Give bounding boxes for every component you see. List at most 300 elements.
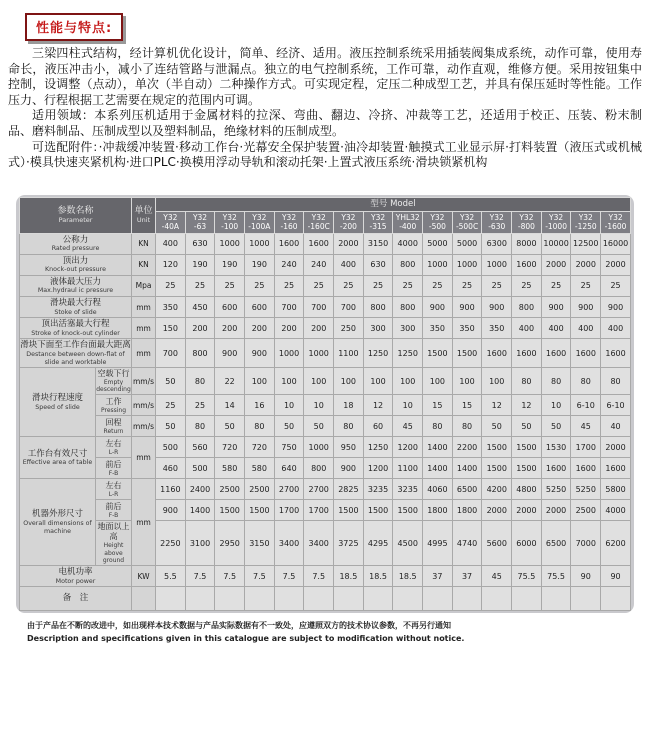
value-cell: 50 bbox=[541, 416, 571, 437]
value-cell: 1600 bbox=[274, 233, 304, 254]
label-cn: 滑块行程速度 bbox=[31, 393, 83, 404]
value-cell: 6500 bbox=[452, 479, 482, 500]
unit-header-cell bbox=[132, 197, 156, 233]
model-header bbox=[304, 211, 334, 233]
label-cn: 回程 bbox=[105, 417, 122, 427]
model-line2: -160C bbox=[307, 222, 330, 232]
label-cn: 左右 bbox=[105, 480, 122, 490]
value-cell: 1800 bbox=[423, 500, 453, 521]
value-cell: 630 bbox=[185, 233, 215, 254]
value-cell: 1600 bbox=[541, 339, 571, 368]
value-cell: 2500 bbox=[571, 500, 601, 521]
value-cell: 300 bbox=[363, 318, 393, 339]
value-cell: 50 bbox=[215, 416, 245, 437]
value-cell: 250 bbox=[334, 318, 364, 339]
value-cell: 2000 bbox=[601, 437, 631, 458]
value-cell: 200 bbox=[215, 318, 245, 339]
value-cell: 600 bbox=[215, 297, 245, 318]
value-cell: 25 bbox=[274, 275, 304, 296]
value-cell: 1000 bbox=[423, 254, 453, 275]
value-cell: 1500 bbox=[482, 437, 512, 458]
value-cell: 120 bbox=[156, 254, 186, 275]
value-cell: 10000 bbox=[541, 233, 571, 254]
value-cell: 10 bbox=[304, 395, 334, 416]
sub-label-pressing bbox=[96, 395, 132, 416]
value-cell: 80 bbox=[185, 368, 215, 395]
table-row-max-hydraulic-pressure bbox=[20, 275, 631, 296]
parameter-header-en: Parameter bbox=[58, 215, 93, 224]
value-cell: 25 bbox=[304, 275, 334, 296]
table-row-table-fb bbox=[20, 458, 631, 479]
value-cell: 80 bbox=[423, 416, 453, 437]
label-cn: 滑块下面至工作台面最大距离 bbox=[20, 340, 131, 351]
value-cell: 200 bbox=[304, 318, 334, 339]
value-cell: 1500 bbox=[452, 339, 482, 368]
label-en: F-B bbox=[108, 469, 119, 477]
value-cell: 1000 bbox=[452, 254, 482, 275]
table-row-return bbox=[20, 416, 631, 437]
value-cell: 10 bbox=[541, 395, 571, 416]
value-cell: 1500 bbox=[245, 500, 275, 521]
value-cell: 2000 bbox=[541, 254, 571, 275]
model-line2: -500 bbox=[428, 222, 446, 232]
model-line1: Y32 bbox=[460, 212, 475, 222]
model-line2: -630 bbox=[488, 222, 506, 232]
value-cell: 18.5 bbox=[363, 566, 393, 587]
value-cell: 900 bbox=[156, 500, 186, 521]
value-cell bbox=[363, 587, 393, 611]
model-header bbox=[601, 211, 631, 233]
value-cell: 1000 bbox=[482, 254, 512, 275]
value-cell: 1100 bbox=[393, 458, 423, 479]
value-cell: 50 bbox=[482, 416, 512, 437]
label-en: Speed of slide bbox=[35, 403, 80, 411]
model-line2: -315 bbox=[369, 222, 387, 232]
value-cell: 25 bbox=[452, 275, 482, 296]
value-cell: 700 bbox=[274, 297, 304, 318]
value-cell: 7000 bbox=[571, 521, 601, 566]
value-cell: 25 bbox=[215, 275, 245, 296]
model-line1: Y32 bbox=[578, 212, 593, 222]
table-row-height-above-ground bbox=[20, 521, 631, 566]
value-cell: 1000 bbox=[245, 233, 275, 254]
value-cell: 4740 bbox=[452, 521, 482, 566]
value-cell: 16000 bbox=[601, 233, 631, 254]
table-row-table-lr bbox=[20, 437, 631, 458]
value-cell bbox=[393, 587, 423, 611]
value-cell: 25 bbox=[334, 275, 364, 296]
value-cell: 2950 bbox=[215, 521, 245, 566]
value-cell: 5000 bbox=[452, 233, 482, 254]
value-cell: 100 bbox=[423, 368, 453, 395]
value-cell: 6-10 bbox=[571, 395, 601, 416]
value-cell: 7.5 bbox=[304, 566, 334, 587]
value-cell: 7.5 bbox=[215, 566, 245, 587]
value-cell: 350 bbox=[156, 297, 186, 318]
value-cell: 2000 bbox=[334, 233, 364, 254]
unit-cell-pressing: mm/s bbox=[132, 395, 156, 416]
unit-cell-knock-out-stroke: mm bbox=[132, 318, 156, 339]
value-cell: 15 bbox=[423, 395, 453, 416]
model-line1: Y32 bbox=[311, 212, 326, 222]
value-cell: 400 bbox=[571, 318, 601, 339]
value-cell: 5600 bbox=[482, 521, 512, 566]
value-cell: 1400 bbox=[185, 500, 215, 521]
label-cn: 备 注 bbox=[62, 593, 89, 604]
value-cell bbox=[215, 587, 245, 611]
value-cell: 45 bbox=[393, 416, 423, 437]
label-cn: 滑块最大行程 bbox=[50, 298, 102, 309]
model-line2: -400 bbox=[399, 222, 417, 232]
value-cell: 350 bbox=[482, 318, 512, 339]
value-cell: 720 bbox=[215, 437, 245, 458]
value-cell: 100 bbox=[482, 368, 512, 395]
label-en: L-R bbox=[108, 448, 119, 456]
model-band-header: 型号 Model bbox=[156, 197, 631, 211]
value-cell bbox=[571, 587, 601, 611]
unit-cell-return: mm/s bbox=[132, 416, 156, 437]
unit-cell-remark bbox=[132, 587, 156, 611]
unit-cell-motor-power: KW bbox=[132, 566, 156, 587]
value-cell: 2500 bbox=[215, 479, 245, 500]
label-en: L-R bbox=[108, 490, 119, 498]
model-line1: YHL32 bbox=[395, 212, 420, 222]
value-cell: 500 bbox=[156, 437, 186, 458]
value-cell: 3150 bbox=[363, 233, 393, 254]
value-cell: 800 bbox=[512, 297, 542, 318]
value-cell bbox=[452, 587, 482, 611]
value-cell: 450 bbox=[185, 297, 215, 318]
value-cell: 1800 bbox=[452, 500, 482, 521]
model-header bbox=[215, 211, 245, 233]
model-line2: -500C bbox=[455, 222, 479, 232]
value-cell: 350 bbox=[452, 318, 482, 339]
value-cell: 200 bbox=[245, 318, 275, 339]
label-en: Return bbox=[103, 427, 124, 435]
label-cn: 液体最大压力 bbox=[50, 276, 102, 287]
value-cell: 7.5 bbox=[274, 566, 304, 587]
value-cell: 1700 bbox=[304, 500, 334, 521]
label-en: Motor power bbox=[55, 577, 96, 585]
value-cell: 25 bbox=[185, 275, 215, 296]
label-en: Overall dimensions of machine bbox=[23, 520, 92, 535]
label-cn: 左右 bbox=[105, 438, 122, 448]
model-header bbox=[452, 211, 482, 233]
row-label-stroke-of-slide bbox=[20, 297, 132, 318]
value-cell: 80 bbox=[185, 416, 215, 437]
value-cell: 350 bbox=[423, 318, 453, 339]
value-cell: 1600 bbox=[571, 458, 601, 479]
model-header bbox=[423, 211, 453, 233]
sub-label-table-lr bbox=[96, 437, 132, 458]
table-row-pressing bbox=[20, 395, 631, 416]
value-cell: 80 bbox=[245, 416, 275, 437]
value-cell: 700 bbox=[304, 297, 334, 318]
value-cell: 5250 bbox=[541, 479, 571, 500]
value-cell: 1530 bbox=[541, 437, 571, 458]
value-cell: 12 bbox=[512, 395, 542, 416]
table-row-remark bbox=[20, 587, 631, 611]
model-header bbox=[156, 211, 186, 233]
model-line1: Y32 bbox=[163, 212, 178, 222]
value-cell: 18.5 bbox=[393, 566, 423, 587]
value-cell: 1600 bbox=[571, 339, 601, 368]
parameter-header-cell bbox=[20, 197, 132, 233]
model-line2: -40A bbox=[161, 222, 180, 232]
value-cell: 900 bbox=[571, 297, 601, 318]
paragraph-features: 三梁四柱式结构，经计算机优化设计，简单、经济、适用。液压控制系统采用插装阀集成系统，动作可靠，使用寿命长，液压冲击小，减小了连结管路与泄漏点。独立的电气控制系统，工作可靠，动作直观，维修方便。采用按钮集中控制，设调整（点动），单次（半自动）二种操作方式。可实现定程，定压二种成型工艺，并具有保压延时等性能。工作压力、行程根据工艺需要在规定的范围内可调。 bbox=[8, 46, 642, 107]
row-label-knock-out-pressure bbox=[20, 254, 132, 275]
value-cell: 1000 bbox=[304, 339, 334, 368]
value-cell: 1500 bbox=[393, 500, 423, 521]
row-label-knock-out-stroke bbox=[20, 318, 132, 339]
model-line1: Y32 bbox=[341, 212, 356, 222]
value-cell: 2400 bbox=[185, 479, 215, 500]
value-cell: 460 bbox=[156, 458, 186, 479]
value-cell bbox=[185, 587, 215, 611]
model-line1: Y32 bbox=[192, 212, 208, 222]
model-line1: Y32 bbox=[222, 212, 237, 222]
label-cn: 前后 bbox=[105, 501, 122, 511]
value-cell: 900 bbox=[452, 297, 482, 318]
value-cell: 1700 bbox=[274, 500, 304, 521]
value-cell: 25 bbox=[482, 275, 512, 296]
value-cell: 2700 bbox=[274, 479, 304, 500]
value-cell: 190 bbox=[185, 254, 215, 275]
value-cell: 1500 bbox=[215, 500, 245, 521]
value-cell: 2000 bbox=[571, 254, 601, 275]
value-cell: 800 bbox=[363, 297, 393, 318]
unit-cell-knock-out-pressure: KN bbox=[132, 254, 156, 275]
value-cell: 700 bbox=[156, 339, 186, 368]
value-cell: 1100 bbox=[334, 339, 364, 368]
value-cell: 4200 bbox=[482, 479, 512, 500]
label-en: Knock-out pressure bbox=[45, 266, 106, 274]
value-cell: 50 bbox=[304, 416, 334, 437]
unit-cell-slide-worktable-distance: mm bbox=[132, 339, 156, 368]
spec-table bbox=[19, 197, 631, 611]
value-cell: 2200 bbox=[452, 437, 482, 458]
value-cell: 640 bbox=[274, 458, 304, 479]
value-cell: 2250 bbox=[156, 521, 186, 566]
model-header bbox=[571, 211, 601, 233]
value-cell: 80 bbox=[571, 368, 601, 395]
value-cell bbox=[482, 587, 512, 611]
sub-label-height-above-ground bbox=[96, 521, 132, 566]
label-en: Stoke of slide bbox=[54, 308, 97, 316]
unit-cell-max-hydraulic-pressure: Mpa bbox=[132, 275, 156, 296]
label-cn: 机器外形尺寸 bbox=[31, 509, 83, 520]
value-cell bbox=[601, 587, 631, 611]
value-cell: 80 bbox=[541, 368, 571, 395]
value-cell: 12 bbox=[363, 395, 393, 416]
value-cell bbox=[423, 587, 453, 611]
value-cell bbox=[304, 587, 334, 611]
model-line2: -200 bbox=[339, 222, 357, 232]
label-en: F-B bbox=[108, 511, 119, 519]
intro-text bbox=[0, 41, 650, 171]
row-label-remark bbox=[20, 587, 132, 611]
value-cell: 3150 bbox=[245, 521, 275, 566]
value-cell: 50 bbox=[156, 416, 186, 437]
value-cell: 3100 bbox=[185, 521, 215, 566]
label-cn: 顶出活塞最大行程 bbox=[41, 319, 110, 330]
row-label-table-area bbox=[20, 437, 96, 479]
value-cell: 400 bbox=[541, 318, 571, 339]
unit-header-en: Unit bbox=[136, 215, 151, 224]
sub-label-empty-descending bbox=[96, 368, 132, 395]
value-cell bbox=[334, 587, 364, 611]
model-header bbox=[274, 211, 304, 233]
value-cell: 800 bbox=[393, 254, 423, 275]
value-cell: 75.5 bbox=[541, 566, 571, 587]
value-cell: 800 bbox=[393, 297, 423, 318]
value-cell: 1200 bbox=[363, 458, 393, 479]
value-cell: 1200 bbox=[393, 437, 423, 458]
paragraph-optional-accessories: 可选配附件：·冲裁缓冲装置·移动工作台·光幕安全保护装置·油冷却装置·触摸式工业显示屏·打料装置（液压式或机械式）·模具快速夹紧机构·进口PLC·换模用浮动导轨和滚动托架·上置式液压系统·滑块锁紧机构 bbox=[8, 139, 642, 170]
value-cell: 1400 bbox=[452, 458, 482, 479]
value-cell: 1250 bbox=[393, 339, 423, 368]
value-cell: 50 bbox=[274, 416, 304, 437]
value-cell: 10 bbox=[393, 395, 423, 416]
value-cell: 6-10 bbox=[601, 395, 631, 416]
sub-label-machine-lr bbox=[96, 479, 132, 500]
value-cell: 25 bbox=[423, 275, 453, 296]
model-line2: -1600 bbox=[604, 222, 627, 232]
table-row-rated-pressure bbox=[20, 233, 631, 254]
value-cell: 80 bbox=[601, 368, 631, 395]
page-title: 性能与特点: bbox=[25, 13, 123, 41]
value-cell: 1500 bbox=[363, 500, 393, 521]
value-cell: 900 bbox=[541, 297, 571, 318]
value-cell: 300 bbox=[393, 318, 423, 339]
value-cell: 100 bbox=[393, 368, 423, 395]
paragraph-applications: 适用领域：本系列压机适用于金属材料的拉深、弯曲、翻边、冷挤、冲裁等工艺，还适用于校正、压装、粉末制品、磨料制品、压制成型以及塑料制品，绝缘材料的压制成型。 bbox=[8, 108, 642, 138]
value-cell: 15 bbox=[452, 395, 482, 416]
value-cell: 580 bbox=[215, 458, 245, 479]
value-cell: 240 bbox=[304, 254, 334, 275]
value-cell: 750 bbox=[274, 437, 304, 458]
label-cn: 顶出力 bbox=[62, 255, 89, 266]
value-cell: 1500 bbox=[512, 458, 542, 479]
value-cell: 1600 bbox=[512, 254, 542, 275]
row-label-motor-power bbox=[20, 566, 132, 587]
value-cell: 50 bbox=[156, 368, 186, 395]
value-cell: 200 bbox=[274, 318, 304, 339]
unit-cell-rated-pressure: KN bbox=[132, 233, 156, 254]
value-cell: 1250 bbox=[363, 437, 393, 458]
footer-note-cn: 由于产品在不断的改进中，如出现样本技术数据与产品实际数据有不一致处，应遵照双方的技术协议参数，不再另行通知 bbox=[27, 621, 451, 631]
value-cell: 8000 bbox=[512, 233, 542, 254]
value-cell: 1250 bbox=[363, 339, 393, 368]
model-line1: Y32 bbox=[430, 212, 445, 222]
label-cn: 地面以上高 bbox=[97, 522, 130, 542]
value-cell bbox=[541, 587, 571, 611]
value-cell: 4800 bbox=[512, 479, 542, 500]
value-cell: 25 bbox=[601, 275, 631, 296]
label-en: Max.hydraul ic pressure bbox=[37, 287, 114, 295]
value-cell: 800 bbox=[304, 458, 334, 479]
value-cell: 1500 bbox=[423, 339, 453, 368]
row-label-rated-pressure bbox=[20, 233, 132, 254]
model-line2: -100 bbox=[221, 222, 239, 232]
model-line1: Y32 bbox=[549, 212, 564, 222]
value-cell: 800 bbox=[185, 339, 215, 368]
value-cell: 4000 bbox=[601, 500, 631, 521]
value-cell: 500 bbox=[185, 458, 215, 479]
value-cell: 18 bbox=[334, 395, 364, 416]
value-cell: 900 bbox=[423, 297, 453, 318]
value-cell: 80 bbox=[334, 416, 364, 437]
value-cell: 25 bbox=[363, 275, 393, 296]
value-cell: 1600 bbox=[512, 339, 542, 368]
sub-label-return bbox=[96, 416, 132, 437]
value-cell: 25 bbox=[571, 275, 601, 296]
unit-cell-table-area: mm bbox=[132, 437, 156, 479]
value-cell: 560 bbox=[185, 437, 215, 458]
label-en: Stroke of knock-out cylinder bbox=[31, 329, 120, 337]
value-cell: 2825 bbox=[334, 479, 364, 500]
value-cell: 6500 bbox=[541, 521, 571, 566]
model-header bbox=[482, 211, 512, 233]
value-cell: 5.5 bbox=[156, 566, 186, 587]
value-cell: 25 bbox=[156, 275, 186, 296]
value-cell: 4295 bbox=[363, 521, 393, 566]
value-cell: 40 bbox=[601, 416, 631, 437]
value-cell: 1500 bbox=[512, 437, 542, 458]
value-cell: 100 bbox=[363, 368, 393, 395]
row-label-slide-worktable-distance bbox=[20, 339, 132, 368]
model-header bbox=[541, 211, 571, 233]
value-cell: 7.5 bbox=[245, 566, 275, 587]
value-cell: 60 bbox=[363, 416, 393, 437]
value-cell: 600 bbox=[245, 297, 275, 318]
value-cell: 50 bbox=[512, 416, 542, 437]
value-cell: 100 bbox=[452, 368, 482, 395]
value-cell: 4000 bbox=[393, 233, 423, 254]
value-cell: 37 bbox=[423, 566, 453, 587]
value-cell: 3400 bbox=[274, 521, 304, 566]
model-header bbox=[512, 211, 542, 233]
footer-note bbox=[27, 620, 650, 645]
value-cell: 5800 bbox=[601, 479, 631, 500]
value-cell: 900 bbox=[334, 458, 364, 479]
value-cell: 6200 bbox=[601, 521, 631, 566]
value-cell: 22 bbox=[215, 368, 245, 395]
label-en: Height above ground bbox=[102, 542, 125, 564]
value-cell: 7.5 bbox=[185, 566, 215, 587]
value-cell: 5250 bbox=[571, 479, 601, 500]
sub-label-table-fb bbox=[96, 458, 132, 479]
value-cell: 900 bbox=[601, 297, 631, 318]
value-cell: 1600 bbox=[601, 339, 631, 368]
value-cell: 190 bbox=[215, 254, 245, 275]
table-row-machine-lr bbox=[20, 479, 631, 500]
value-cell: 5000 bbox=[423, 233, 453, 254]
value-cell: 400 bbox=[601, 318, 631, 339]
value-cell: 900 bbox=[215, 339, 245, 368]
value-cell: 1600 bbox=[541, 458, 571, 479]
value-cell: 2700 bbox=[304, 479, 334, 500]
row-label-machine-dimensions bbox=[20, 479, 96, 566]
value-cell: 4995 bbox=[423, 521, 453, 566]
value-cell: 25 bbox=[512, 275, 542, 296]
label-en: Effective area of table bbox=[22, 459, 93, 467]
table-row-machine-fb bbox=[20, 500, 631, 521]
value-cell: 3400 bbox=[304, 521, 334, 566]
value-cell: 2000 bbox=[601, 254, 631, 275]
model-header bbox=[185, 211, 215, 233]
